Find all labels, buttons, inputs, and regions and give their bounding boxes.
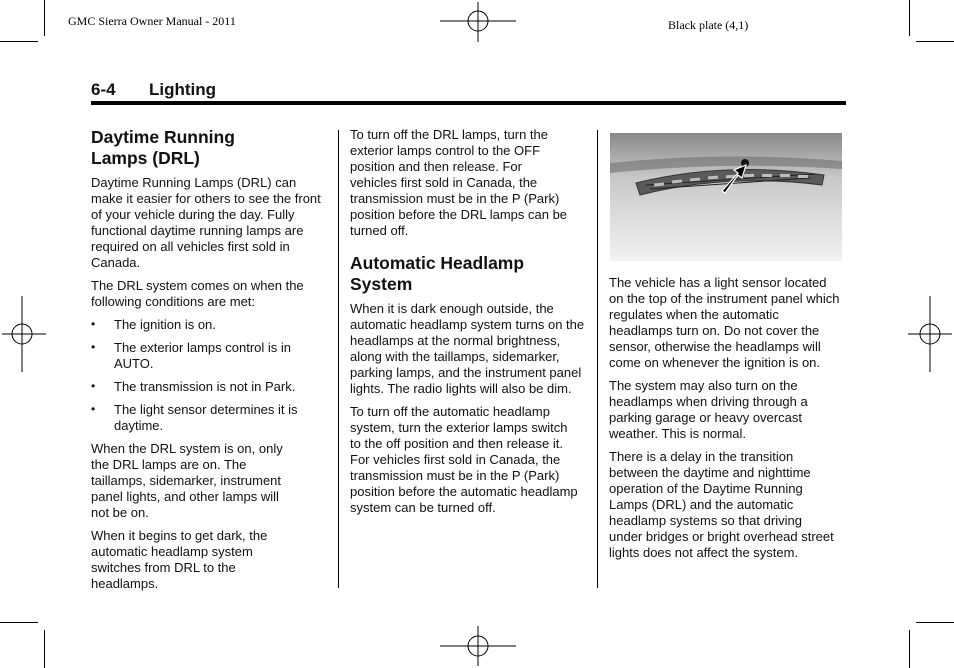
registration-mark-bottom	[440, 626, 516, 666]
registration-mark-left	[2, 296, 46, 372]
section-title: Lighting	[149, 80, 217, 99]
column-1	[91, 127, 327, 599]
auto-headlamp-paragraph: When it is dark enough outside, the automatic headlamp system turns on the headlamps at the normal brightness, along with the taillamps, sidemarker, parking lamps, and the instrument panel lights. The radio lights will also be dim.	[350, 301, 585, 396]
drl-on-paragraph: When the DRL system is on, only the DRL lamps are on. The taillamps, sidemarker, instrument panel lights, and other lamps will not be on.	[91, 441, 283, 520]
manual-title: GMC Sierra Owner Manual - 2011	[68, 14, 236, 28]
section-number: 6-4	[91, 80, 116, 99]
drl-conditions-intro: The DRL system comes on when the following conditions are met:	[91, 278, 304, 309]
garage-paragraph: The system may also turn on the headlamps when driving through a parking garage or heavy overcast weather. This is normal.	[609, 378, 808, 441]
registration-mark-top	[440, 2, 516, 42]
column-divider-1	[338, 130, 339, 588]
drl-off-paragraph: To turn off the DRL lamps, turn the exterior lamps control to the OFF position and then release. For vehicles first sold in Canada, the transmission must be in the P (Park) position before the DRL lamps can be turned off.	[350, 127, 568, 238]
plate-label: Black plate (4,1)	[668, 18, 749, 32]
drl-dark-paragraph: When it begins to get dark, the automatic headlamp system switches from DRL to the headlamps.	[91, 528, 268, 591]
column-2	[350, 127, 586, 523]
column-divider-2	[597, 130, 598, 588]
list-item: • The exterior lamps control is in AUTO.	[91, 340, 304, 372]
column-3	[609, 275, 845, 568]
light-sensor-illustration	[610, 133, 842, 261]
drl-heading: Daytime Running Lamps (DRL)	[91, 127, 235, 168]
list-item: • The light sensor determines it is daytime.	[91, 402, 327, 434]
list-item: • The ignition is on.	[91, 317, 327, 333]
auto-headlamp-heading: Automatic Headlamp System	[350, 253, 525, 294]
list-item: • The transmission is not in Park.	[91, 379, 327, 395]
drl-intro: Daytime Running Lamps (DRL) can make it easier for others to see the front of your vehicle during the day. Fully functional daytime running lamps are required on all vehicles first sold in Canada.	[91, 175, 321, 270]
light-sensor-paragraph: The vehicle has a light sensor located on the top of the instrument panel which regulates when the automatic headlamps turn on. Do not cover the sensor, otherwise the headlamps will come on whenever the ignition is on.	[609, 275, 840, 370]
drl-conditions-list	[91, 317, 327, 434]
registration-mark-right	[908, 296, 952, 372]
delay-paragraph: There is a delay in the transition between the daytime and nighttime operation of the Daytime Running Lamps (DRL) and the automatic headlamp systems so that driving under bridges or bright overhead street lights does not affect the system.	[609, 449, 834, 560]
section-rule	[91, 101, 846, 105]
auto-headlamp-off-paragraph: To turn off the automatic headlamp system, turn the exterior lamps switch to the off position and then release it. For vehicles first sold in Canada, the transmission must be in the P (Park) position before the automatic headlamp system can be turned off.	[350, 404, 578, 515]
section-heading	[91, 80, 216, 100]
